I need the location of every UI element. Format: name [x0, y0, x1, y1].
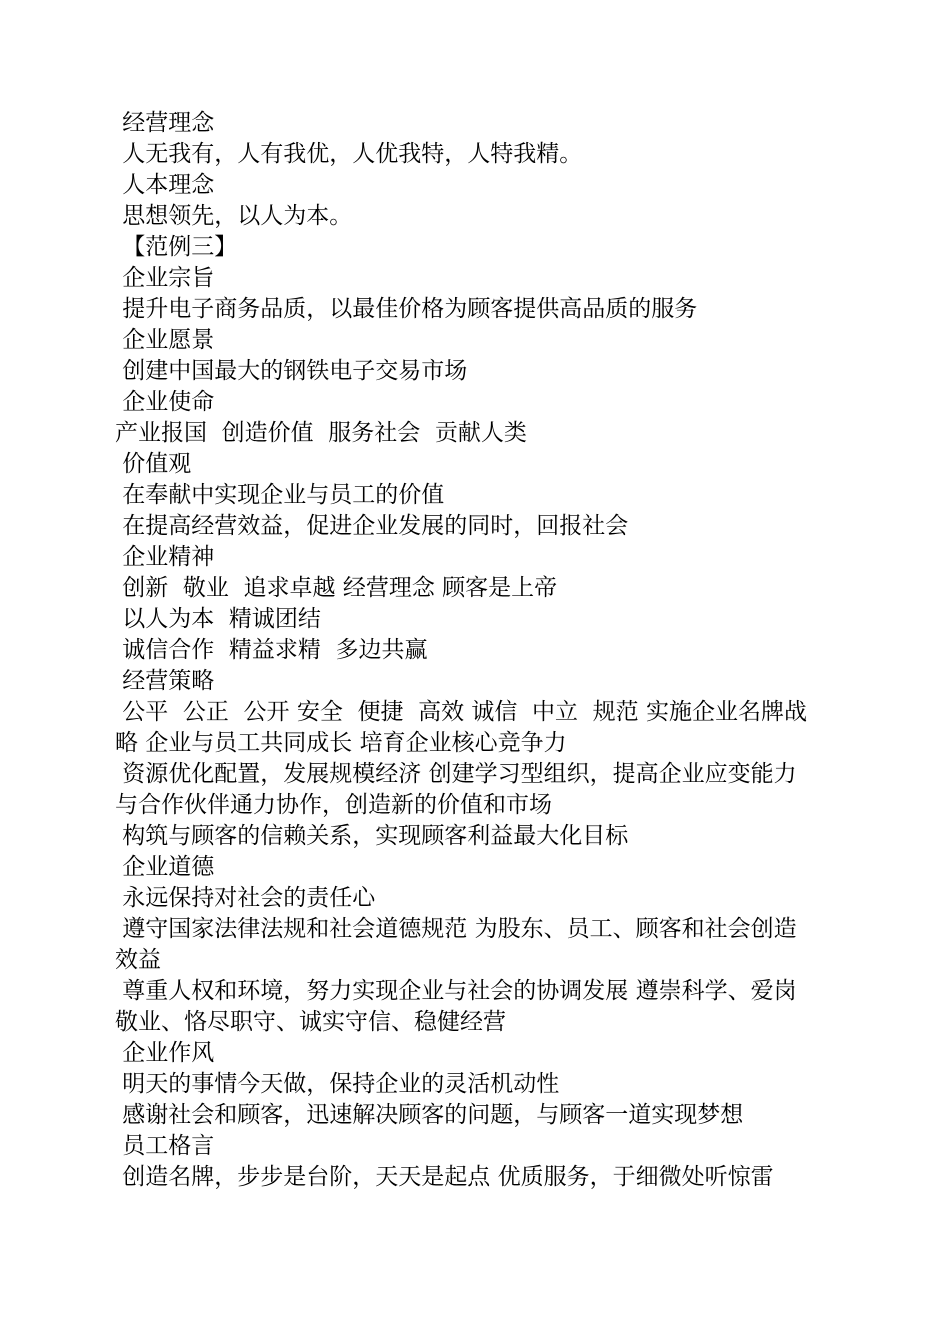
text-line: 遵守国家法律法规和社会道德规范 为股东、员工、顾客和社会创造 — [115, 916, 797, 942]
text-line: 在提高经营效益，促进企业发展的同时，回报社会 — [115, 513, 629, 539]
text-line: 以人为本 精诚团结 — [115, 606, 321, 632]
text-line: 企业愿景 — [115, 327, 215, 353]
section-heading: 【范例三】 — [115, 234, 238, 260]
text-line: 略 企业与员工共同成长 培育企业核心竞争力 — [115, 730, 567, 756]
text-line: 创造名牌，步步是台阶，天天是起点 优质服务，于细微处听惊雷 — [115, 1164, 774, 1190]
text-line: 企业宗旨 — [115, 265, 215, 291]
text-line: 经营理念 — [115, 110, 215, 136]
text-line: 企业使命 — [115, 389, 215, 415]
text-line: 经营策略 — [115, 668, 215, 694]
text-line: 产业报国 创造价值 服务社会 贡献人类 — [115, 420, 527, 446]
text-line: 诚信合作 精益求精 多边共赢 — [115, 637, 428, 663]
document-body — [115, 108, 835, 1193]
text-line: 提升电子商务品质，以最佳价格为顾客提供高品质的服务 — [115, 296, 698, 322]
text-line: 企业精神 — [115, 544, 215, 570]
text-line: 思想领先，以人为本。 — [115, 203, 353, 229]
text-line: 企业道德 — [115, 854, 215, 880]
text-line: 与合作伙伴通力协作，创造新的价值和市场 — [115, 792, 552, 818]
text-line: 人无我有，人有我优，人优我特，人特我精。 — [115, 141, 583, 167]
text-line: 永远保持对社会的责任心 — [115, 885, 376, 911]
text-line: 价值观 — [115, 451, 192, 477]
text-line: 尊重人权和环境，努力实现企业与社会的协调发展 遵崇科学、爱岗 — [115, 978, 797, 1004]
text-line: 敬业、恪尽职守、诚实守信、稳健经营 — [115, 1009, 506, 1035]
text-line: 企业作风 — [115, 1040, 215, 1066]
text-line: 创建中国最大的钢铁电子交易市场 — [115, 358, 468, 384]
text-line: 效益 — [115, 947, 161, 973]
text-line: 在奉献中实现企业与员工的价值 — [115, 482, 445, 508]
text-line: 员工格言 — [115, 1133, 215, 1159]
text-line: 创新 敬业 追求卓越 经营理念 顾客是上帝 — [115, 575, 558, 601]
text-line: 明天的事情今天做，保持企业的灵活机动性 — [115, 1071, 560, 1097]
text-line: 感谢社会和顾客，迅速解决顾客的问题，与顾客一道实现梦想 — [115, 1102, 744, 1128]
text-line: 公平 公正 公开 安全 便捷 高效 诚信 中立 规范 实施企业名牌战 — [115, 699, 807, 725]
text-line: 构筑与顾客的信赖关系，实现顾客利益最大化目标 — [115, 823, 629, 849]
text-line: 人本理念 — [115, 172, 215, 198]
text-line: 资源优化配置，发展规模经济 创建学习型组织，提高企业应变能力 — [115, 761, 797, 787]
